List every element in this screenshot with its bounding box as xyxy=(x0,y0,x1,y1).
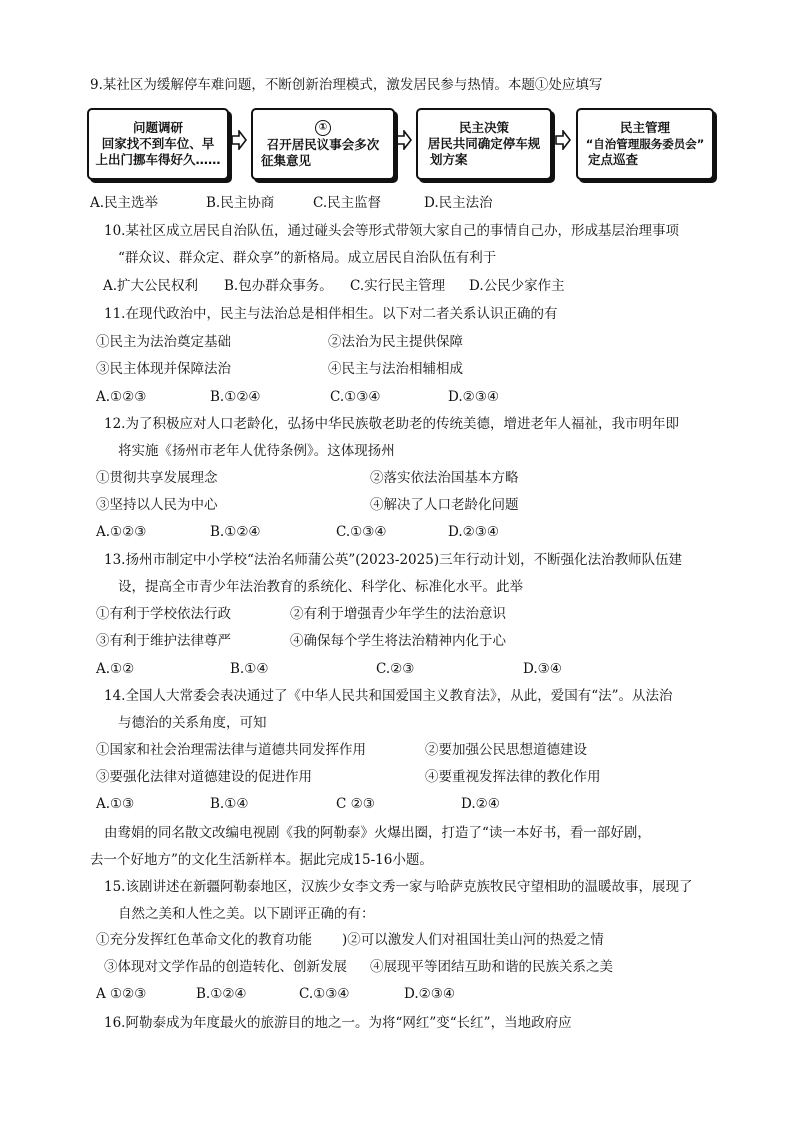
q11-item-4: ④民主与法治相辅相成 xyxy=(328,361,463,377)
q9-flowchart xyxy=(87,108,717,180)
flow-box-3-line-3: 划方案 xyxy=(430,152,468,167)
q11-stem: 11.在现代政治中，民主与法治总是相伴相生。以下对二者关系认识正确的有 xyxy=(104,306,558,322)
q11-item-2: ②法治为民主提供保障 xyxy=(328,334,463,350)
q15-stem-line-2: 自然之美和人性之美。以下剧评正确的有： xyxy=(118,906,375,922)
q9-option-d[interactable]: D.民主法治 xyxy=(424,195,493,211)
flow-box-1-line-2: 回家找不到车位、早 xyxy=(101,136,215,151)
q12-option-d[interactable]: D.②③④ xyxy=(448,524,499,540)
material-intro-line-1: 由鸯娟的同名散文改编电视剧《我的阿勒泰》火爆出圈，打造了“读一本好书，看一部好剧， xyxy=(104,825,651,841)
flow-box-4-line-1: 民主管理 xyxy=(619,120,670,135)
q10-option-d[interactable]: D.公民少家作主 xyxy=(469,278,565,294)
q9-option-a[interactable]: A.民主选举 xyxy=(90,195,159,211)
q12-item-2: ②落实依法治国基本方略 xyxy=(370,470,519,486)
q14-item-3: ③要强化法律对道德建设的促进作用 xyxy=(96,769,312,785)
q13-option-d[interactable]: D.③④ xyxy=(523,661,562,677)
flow-box-3-line-2: 居民共同确定停车规 xyxy=(427,136,541,151)
q13-option-a[interactable]: A.①② xyxy=(96,661,135,677)
flow-box-2-marker: ① xyxy=(315,120,331,136)
q15-option-a[interactable]: A ①②③ xyxy=(96,986,147,1002)
q9-stem: 9.某社区为缓解停车难问题，不断创新治理模式，激发居民参与热情。本题①处应填写 xyxy=(90,77,603,93)
flow-box-4-line-3: 定点巡查 xyxy=(588,152,639,167)
q9-option-c[interactable]: C.民主监督 xyxy=(313,195,382,211)
flow-box-3 xyxy=(416,108,552,180)
flow-box-1-line-1: 问题调研 xyxy=(132,120,183,135)
flow-box-4 xyxy=(576,108,714,180)
q13-item-3: ③有利于维护法律尊严 xyxy=(96,633,231,649)
q9-option-b[interactable]: B.民主协商 xyxy=(206,195,275,211)
q10-option-c[interactable]: C.实行民主管理 xyxy=(350,278,446,294)
flow-box-4-line-2: “自治管理服务委员会” xyxy=(585,137,705,151)
q13-item-4: ④确保每个学生将法治精神内化于心 xyxy=(290,633,506,649)
q12-option-c[interactable]: C.①③④ xyxy=(336,524,387,540)
q12-stem-line-1: 12.为了积极应对人口老龄化，弘扬中华民族敬老助老的传统美德，增进老年人福祉，我市明年即 xyxy=(104,416,679,432)
q12-option-a[interactable]: A.①②③ xyxy=(96,524,147,540)
q15-item-1: ①充分发挥红色革命文化的教育功能 xyxy=(96,932,312,948)
q14-item-1: ①国家和社会治理需法律与道德共同发挥作用 xyxy=(96,742,366,758)
q14-item-4: ④要重视发挥法律的教化作用 xyxy=(425,769,601,785)
q14-option-a[interactable]: A.①③ xyxy=(96,796,135,812)
q15-item-3: ③体现对文学作品的创造转化、创新发展 xyxy=(104,959,347,975)
q11-option-b[interactable]: B.①②④ xyxy=(210,389,261,405)
flow-box-2 xyxy=(251,108,395,180)
q14-stem-line-2: 与德治的关系角度，可知 xyxy=(118,715,267,731)
q13-item-1: ①有利于学校依法行政 xyxy=(96,606,231,622)
q16-stem: 16.阿勒泰成为年度最火的旅游目的地之一。为将“网红”变“长红”，当地政府应 xyxy=(104,1015,572,1031)
flow-box-1-line-3: 上出门挪车得好久…… xyxy=(95,152,221,167)
q12-item-1: ①贯彻共享发展理念 xyxy=(96,470,218,486)
flow-arrow-icon xyxy=(396,130,412,150)
q11-item-1: ①民主为法治奠定基础 xyxy=(96,334,231,350)
q10-stem-line-1: 10.某社区成立居民自治队伍，通过碰头会等形式带领大家自己的事情自己办，形成基层治理事项 xyxy=(104,223,679,239)
q15-option-b[interactable]: B.①②④ xyxy=(196,986,247,1002)
q11-option-a[interactable]: A.①②③ xyxy=(96,389,147,405)
q11-item-3: ③民主体现并保障法治 xyxy=(96,361,231,377)
q15-stem-line-1: 15.该剧讲述在新疆阿勒泰地区，汉族少女李文秀一家与哈萨克族牧民守望相助的温暖故事，展现了 xyxy=(104,879,693,895)
q15-option-d[interactable]: D.②③④ xyxy=(404,986,455,1002)
q15-option-c[interactable]: C.①③④ xyxy=(299,986,350,1002)
q13-option-c[interactable]: C.②③ xyxy=(376,661,415,677)
q14-stem-line-1: 14.全国人大常委会表决通过了《中华人民共和国爱国主义教育法》，从此，爱国有“法”。从法治 xyxy=(104,688,673,704)
q12-item-3: ③坚持以人民为中心 xyxy=(96,497,218,513)
q10-option-b[interactable]: B.包办群众事务。 xyxy=(224,278,333,294)
flow-arrow-icon xyxy=(555,130,571,150)
q14-item-2: ②要加强公民思想道德建设 xyxy=(425,742,587,758)
q13-option-b[interactable]: B.①④ xyxy=(230,661,269,677)
q15-item-2: )②可以激发人们对祖国壮美山河的热爱之情 xyxy=(342,932,604,948)
q12-stem-line-2: 将实施《扬州市老年人优待条例》。这体现扬州 xyxy=(118,443,395,459)
q11-option-c[interactable]: C.①③④ xyxy=(330,389,381,405)
q14-option-b[interactable]: B.①④ xyxy=(210,796,249,812)
q12-option-b[interactable]: B.①②④ xyxy=(210,524,261,540)
q13-item-2: ②有利于增强青少年学生的法治意识 xyxy=(290,606,506,622)
flow-box-2-line-1: 召开居民议事会多次 xyxy=(266,136,380,152)
q13-stem-line-1: 13.扬州市制定中小学校“法治名师蒲公英”(2023-2025)三年行动计划，不断强化法治教师队伍建 xyxy=(104,552,683,568)
flow-arrow-icon xyxy=(231,130,247,150)
q14-option-d[interactable]: D.②④ xyxy=(461,796,500,812)
q12-item-4: ④解决了人口老龄化问题 xyxy=(370,497,519,513)
material-intro-line-2: 去一个好地方”的文化生活新样本。据此完成15-16小题。 xyxy=(90,852,433,868)
q11-option-d[interactable]: D.②③④ xyxy=(448,389,499,405)
q14-option-c[interactable]: C ②③ xyxy=(336,796,375,812)
q10-stem-line-2: “群众议、群众定、群众享”的新格局。成立居民自治队伍有利于 xyxy=(118,250,497,266)
q13-stem-line-2: 设，提高全市青少年法治教育的系统化、科学化、标准化水平。此举 xyxy=(118,579,523,595)
flow-box-2-line-2: 征集意见 xyxy=(261,152,312,168)
q10-option-a[interactable]: A.扩大公民权利 xyxy=(103,278,199,294)
q15-item-4: ④展现平等团结互助和谐的民族关系之美 xyxy=(370,959,613,975)
flow-box-1 xyxy=(87,108,229,180)
flow-box-3-line-1: 民主决策 xyxy=(458,120,509,135)
